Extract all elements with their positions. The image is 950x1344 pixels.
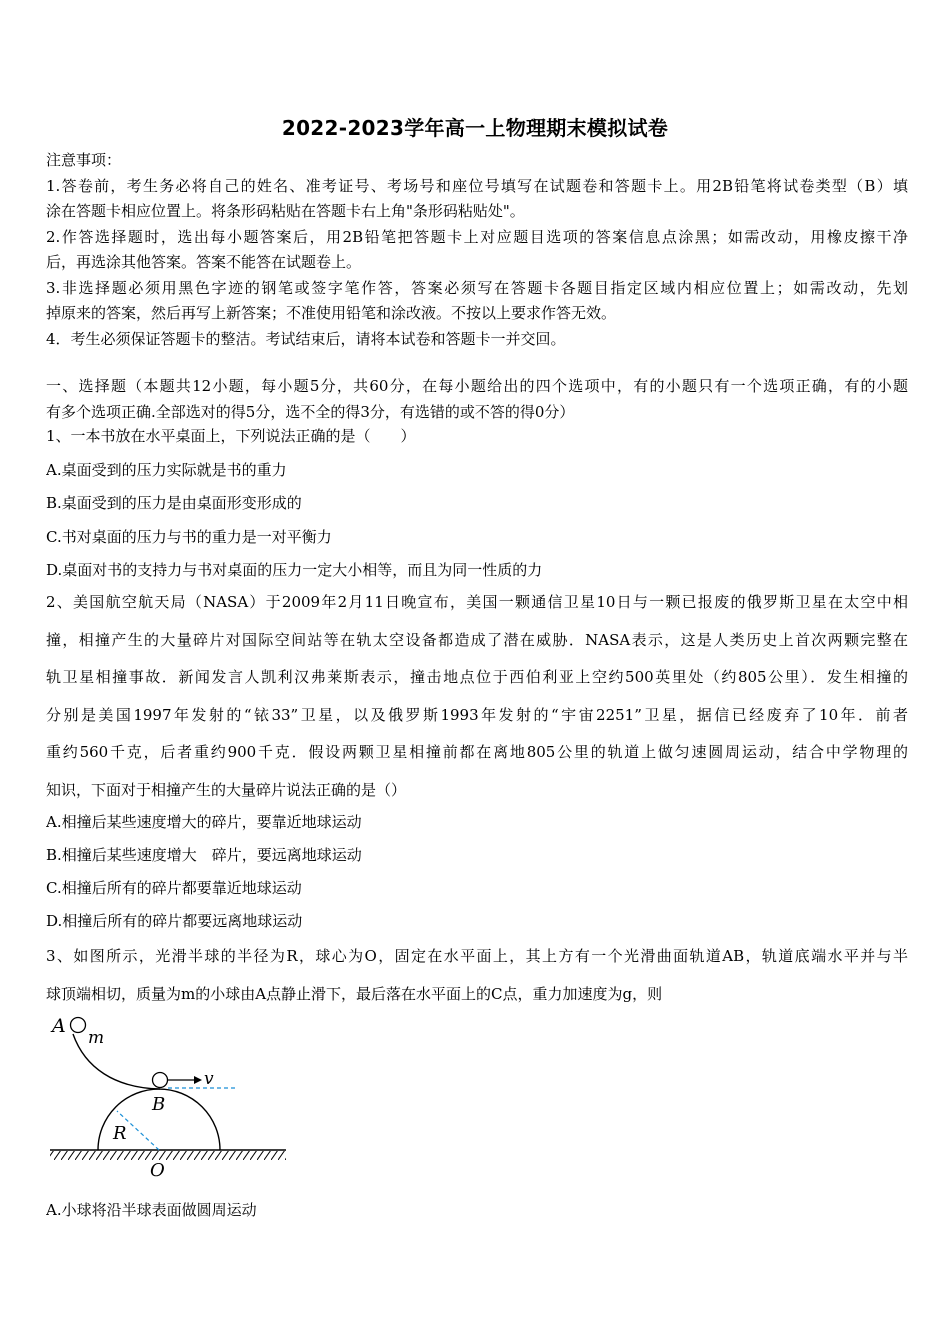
notice-line: 涂在答题卡相应位置上。将条形码粘贴在答题卡右上角"条形码粘贴处"。	[46, 202, 525, 220]
option-a: A.小球将沿半球表面做圆周运动	[46, 1201, 257, 1219]
question-2	[46, 584, 908, 809]
page-title: 2022-2023学年高一上物理期末模拟试卷	[281, 116, 669, 140]
option-c: C.书对桌面的压力与书的重力是一对平衡力	[46, 527, 332, 546]
notice-line: 2.作答选择题时，选出每小题答案后，用2B铅笔把答题卡上对应题目选项的答案信息点涂黑；如需改动，用橡皮擦干净	[46, 227, 908, 246]
question-line: 2、美国航空航天局（NASA）于2009年2月11日晚宣布，美国一颗通信卫星10日与一颗已报废的俄罗斯卫星在太空中相	[46, 593, 908, 611]
notice-line: 3.非选择题必须用黑色字迹的钢笔或签字笔作答，答案必须写在答题卡各题目指定区域内相应位置上；如需改动，先划	[46, 278, 908, 297]
label-m: m	[88, 1028, 105, 1048]
notice-line: 掉原来的答案，然后再写上新答案；不准使用铅笔和涂改液。不按以上要求作答无效。	[46, 304, 617, 322]
hemisphere-figure	[40, 1010, 300, 1182]
question-2-options	[46, 806, 908, 938]
question-3-options	[46, 1191, 908, 1229]
track-ab	[73, 1034, 160, 1089]
notice-line: 1.答卷前，考生务必将自己的姓名、准考证号、考场号和座位号填写在试题卷和答题卡上。用2B铅笔将试卷类型（B）填	[46, 176, 908, 195]
option-c: C.相撞后所有的碎片都要靠近地球运动	[46, 879, 302, 897]
ground-hatch	[50, 1151, 286, 1160]
question-line: 知识，下面对于相撞产生的大量碎片说法正确的是（）	[46, 780, 407, 799]
question-line: 撞，相撞产生的大量碎片对国际空间站等在轨太空设备都造成了潜在威胁．NASA表示，这是人类历史上首次两颗完整在	[46, 630, 908, 649]
section-heading	[46, 373, 908, 425]
notice-line: 4．考生必须保证答题卡的整洁。考试结束后，请将本试卷和答题卡一并交回。	[46, 329, 566, 348]
option-b: B.桌面受到的压力是由桌面形变形成的	[46, 494, 302, 512]
ball-a	[71, 1018, 86, 1033]
velocity-arrowhead	[194, 1076, 202, 1084]
question-line: 重约560千克，后者重约900千克．假设两颗卫星相撞前都在离地805公里的轨道上做匀速圆周运动，结合中学物理的	[46, 743, 908, 761]
question-line: 轨卫星相撞事故．新闻发言人凯利汉弗莱斯表示，撞击地点位于西伯利亚上空约500英里处（约805公里）．发生相撞的	[46, 668, 908, 686]
label-o: O	[150, 1160, 165, 1181]
label-b: B	[152, 1094, 166, 1115]
option-a: A.相撞后某些速度增大的碎片，要靠近地球运动	[46, 813, 362, 831]
ball-b	[153, 1073, 168, 1088]
question-line: 3、如图所示，光滑半球的半径为R，球心为O，固定在水平面上，其上方有一个光滑曲面轨道AB，轨道底端水平并与半	[46, 947, 908, 965]
question-stem: 1、一本书放在水平桌面上，下列说法正确的是（ ）	[46, 427, 416, 445]
option-d: D.相撞后所有的碎片都要远离地球运动	[46, 912, 303, 930]
label-a: A	[52, 1015, 66, 1037]
option-a: A.桌面受到的压力实际就是书的重力	[46, 460, 287, 479]
question-line: 球顶端相切，质量为m的小球由A点静止滑下，最后落在水平面上的C点，重力加速度为g，则	[46, 985, 663, 1003]
option-d: D.桌面对书的支持力与书对桌面的压力一定大小相等，而且为同一性质的力	[46, 561, 543, 579]
notice-heading: 注意事项：	[46, 151, 122, 169]
question-1	[46, 420, 908, 588]
question-line: 分别是美国1997年发射的“铱33”卫星，以及俄罗斯1993年发射的“宇宙2251”卫星，据信已经废弃了10年．前者	[46, 705, 908, 724]
section-line: 有多个选项正确.全部选对的得5分，选不全的得3分，有选错的或不答的得0分）	[46, 403, 575, 421]
notice-section	[46, 148, 908, 352]
option-b: B.相撞后某些速度增大 碎片，要远离地球运动	[46, 846, 362, 864]
label-v: v	[204, 1069, 214, 1089]
section-line: 一、选择题（本题共12小题，每小题5分，共60分，在每小题给出的四个选项中，有的小题只有一个选项正确，有的小题	[46, 377, 908, 395]
label-r: R	[113, 1123, 127, 1144]
notice-line: 后，再选涂其他答案。答案不能答在试题卷上。	[46, 253, 362, 271]
question-3	[46, 937, 908, 1013]
